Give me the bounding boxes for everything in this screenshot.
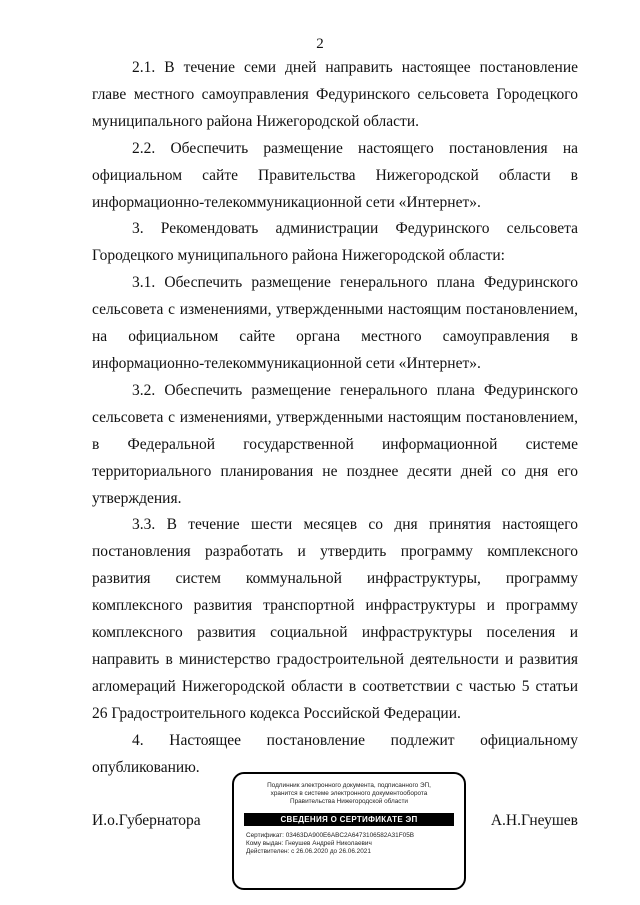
e-signature-certificate-box [232, 772, 466, 890]
certificate-owner: Кому выдан: Гнеушев Андрей Николаевич [246, 840, 372, 848]
paragraph-2-2: 2.2. Обеспечить размещение настоящего постановления на официальном сайте Правительства Нижегородской области в информационно-телекоммуникационной сети «Интернет». [92, 139, 578, 211]
paragraph-2-1: 2.1. В течение семи дней направить настоящее постановление главе местного самоуправления Федуринского сельсовета Городецкого муниципального района Нижегородской области. [92, 59, 578, 130]
paragraph-3-1: 3.1. Обеспечить размещение генерального плана Федуринского сельсовета с изменениями, утвержденными настоящим постановлением, на официальном сайте органа местного самоуправления в информационно-телекоммуникационной сети «Интернет». [92, 274, 578, 372]
signatory-name: А.Н.Гнеушев [490, 812, 578, 829]
paragraph-3: 3. Рекомендовать администрации Федуринского сельсовета Городецкого муниципального района Нижегородской области: [92, 220, 578, 265]
certificate-serial: Сертификат: 03463DA900E6ABC2A6473106582A31F05B [246, 832, 415, 839]
paragraph-4: 4. Настоящее постановление подлежит официальному опубликованию. [92, 731, 578, 776]
certificate-header: СВЕДЕНИЯ О СЕРТИФИКАТЕ ЭП [244, 813, 454, 826]
certificate-note-line: Правительства Нижегородской области [289, 798, 409, 805]
certificate-validity: Действителен: с 26.06.2020 до 26.06.2021 [246, 848, 371, 856]
certificate-note [244, 782, 454, 806]
certificate-note-line: хранится в системе электронного документооборота [270, 790, 428, 797]
certificate-details [246, 832, 452, 857]
certificate-note-line: Подлинник электронного документа, подписанного ЭП, [267, 782, 431, 789]
signatory-position: И.о.Губернатора [92, 812, 201, 829]
paragraph-3-2: 3.2. Обеспечить размещение генерального плана Федуринского сельсовета с изменениями, утвержденными настоящим постановлением, в Федеральной государственной информационной системе территориального планирования не позднее десяти дней со дня его утверждения. [92, 381, 578, 507]
document-body [92, 55, 578, 781]
page-number: 2 [316, 36, 324, 52]
paragraph-3-3: 3.3. В течение шести месяцев со дня принятия настоящего постановления разработать и утвердить программу комплексного развития систем коммунальной инфраструктуры, программу комплексного развития транспортной инфраструктуры и программу комплексного развития социальной инфраструктуры поселения и направить в министерство градостроительной деятельности и развития агломераций Нижегородской области в соответствии с частью 5 статьи 26 Градостроительного кодекса Российской Федерации. [92, 516, 578, 722]
